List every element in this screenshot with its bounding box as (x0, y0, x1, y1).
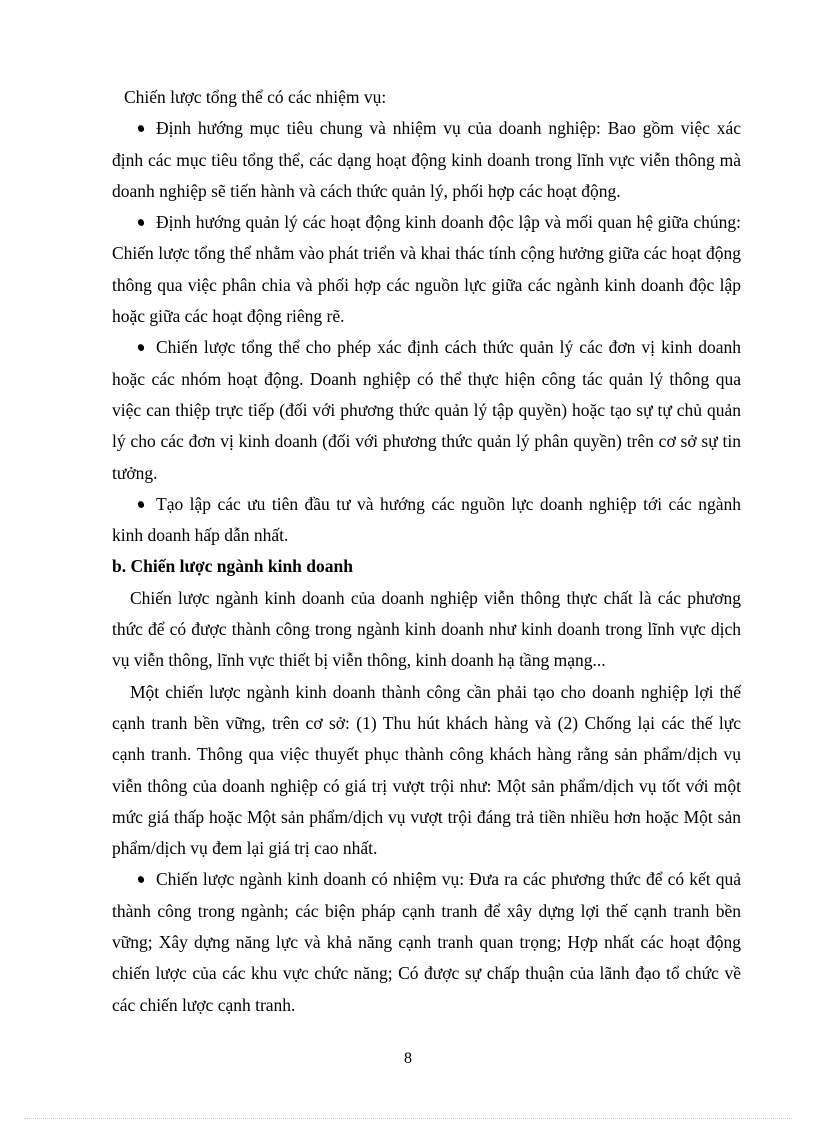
bullet-item (112, 332, 741, 488)
page-bottom-divider (24, 1118, 792, 1119)
bullet-icon (137, 343, 145, 352)
bullet-text: Chiến lược ngành kinh doanh có nhiệm vụ: Đưa ra các phương thức để có kết quả thành công trong ngành; các biện pháp cạnh tranh để xây dựng lợi thế cạnh tranh bền vững; Xây dựng năng lực và khả năng cạnh tranh quan trọng; Hợp nhất các hoạt động chiến lược của các khu vực chức năng; Có được sự chấp thuận của lãnh đạo tổ chức về các chiến lược cạnh tranh. (112, 869, 741, 1015)
bullet-text: Chiến lược tổng thể cho phép xác định cách thức quản lý các đơn vị kinh doanh hoặc các nhóm hoạt động. Doanh nghiệp có thể thực hiện công tác quản lý thông qua việc can thiệp trực tiếp (đối với phương thức quản lý tập quyền) hoặc tạo sự tự chủ quản lý cho các đơn vị kinh doanh (đối với phương thức quản lý phân quyền) trên cơ sở sự tin tưởng. (112, 337, 741, 483)
bullet-item (112, 489, 741, 552)
page-body (112, 82, 741, 1021)
bullet-text: Định hướng quản lý các hoạt động kinh doanh độc lập và mối quan hệ giữa chúng: Chiến lược tổng thể nhằm vào phát triển và khai thác tính cộng hưởng giữa các hoạt động thông qua việc phân chia và phối hợp các nguồn lực giữa các ngành kinh doanh độc lập hoặc giữa các hoạt động riêng rẽ. (112, 212, 741, 327)
section-heading: b. Chiến lược ngành kinh doanh (112, 556, 353, 577)
body-paragraph: Một chiến lược ngành kinh doanh thành công cần phải tạo cho doanh nghiệp lợi thế cạnh tranh bền vững, trên cơ sở: (1) Thu hút khách hàng và (2) Chống lại các thế lực cạnh tranh. Thông qua việc thuyết phục thành công khách hàng rằng sản phẩm/dịch vụ viễn thông của doanh nghiệp có giá trị vượt trội như: Một sản phẩm/dịch vụ tốt với một mức giá thấp hoặc Một sản phẩm/dịch vụ vượt trội đáng trả tiền nhiều hơn hoặc Một sản phẩm/dịch vụ đem lại giá trị cao nhất. (112, 681, 741, 859)
intro-paragraph: Chiến lược tổng thể có các nhiệm vụ: (124, 87, 387, 107)
bullet-icon (137, 875, 145, 884)
bullet-text: Định hướng mục tiêu chung và nhiệm vụ của doanh nghiệp: Bao gồm việc xác định các mục tiêu tổng thể, các dạng hoạt động kinh doanh trong lĩnh vực viễn thông mà doanh nghiệp sẽ tiến hành và cách thức quản lý, phối hợp các hoạt động. (112, 118, 741, 201)
bullet-text: Tạo lập các ưu tiên đầu tư và hướng các nguồn lực doanh nghiệp tới các ngành kinh doanh hấp dẫn nhất. (112, 493, 741, 546)
bullet-item (112, 864, 741, 1020)
page-number: 8 (404, 1050, 412, 1067)
bullet-icon (137, 124, 145, 133)
bullet-icon (137, 218, 145, 227)
bullet-item (112, 113, 741, 207)
bullet-item (112, 207, 741, 332)
bullet-icon (137, 500, 145, 509)
body-paragraph: Chiến lược ngành kinh doanh của doanh nghiệp viễn thông thực chất là các phương thức để có được thành công trong ngành kinh doanh như kinh doanh trong lĩnh vực dịch vụ viễn thông, lĩnh vực thiết bị viễn thông, kinh doanh hạ tầng mạng... (112, 587, 741, 671)
